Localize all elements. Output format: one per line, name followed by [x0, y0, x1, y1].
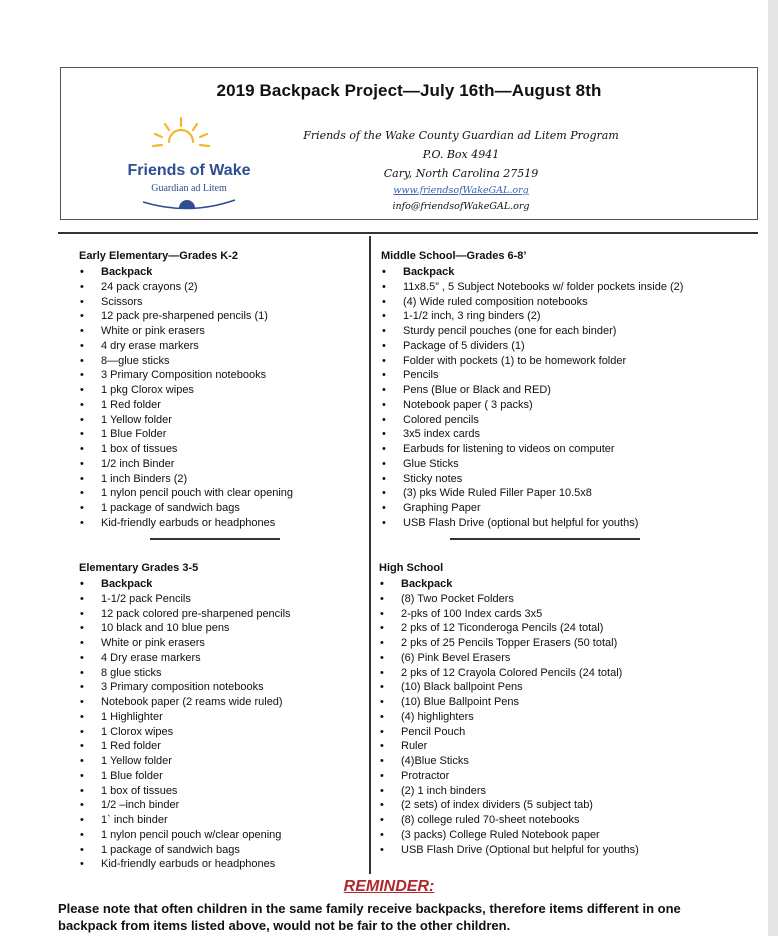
- list-item: • Ruler: [379, 739, 639, 754]
- section-high-school: [379, 561, 639, 857]
- list-item: • Kid-friendly earbuds or headphones: [79, 857, 291, 872]
- list-item: • (2 sets) of index dividers (5 subject tab): [379, 798, 639, 813]
- list-item: • 1/2 –inch binder: [79, 798, 291, 813]
- reminder-note: Please note that often children in the same family receive backpacks, therefore items different in one backpack from items listed above, would not be fair to the other children.: [58, 901, 681, 933]
- list-item: • Notebook paper ( 3 packs): [381, 398, 683, 413]
- logo-subtitle: Guardian ad Litem: [151, 183, 227, 194]
- list-item: • 1 package of sandwich bags: [79, 501, 293, 516]
- list-item: • 2-pks of 100 Index cards 3x5: [379, 607, 639, 622]
- list-item: • 1 Red folder: [79, 739, 291, 754]
- list-item: • (6) Pink Bevel Erasers: [379, 651, 639, 666]
- list-item: • 12 pack colored pre-sharpened pencils: [79, 607, 291, 622]
- list-item: • 11x8.5” , 5 Subject Notebooks w/ folder pockets inside (2): [381, 280, 683, 295]
- list-item: • Backpack: [381, 265, 683, 280]
- list-item: • Backpack: [79, 577, 291, 592]
- list-item: • 1` inch binder: [79, 813, 291, 828]
- org-email[interactable]: info@friendsofWakeGAL.org: [392, 201, 530, 212]
- list-item: • 1 Blue Folder: [79, 427, 293, 442]
- list-item: • 1 box of tissues: [79, 442, 293, 457]
- list-item: • 8 glue sticks: [79, 666, 291, 681]
- list-item: • Notebook paper (2 reams wide ruled): [79, 695, 291, 710]
- list-item: • (8) Two Pocket Folders: [379, 592, 639, 607]
- list-item: • (4)Blue Sticks: [379, 754, 639, 769]
- page-title: 2019 Backpack Project—July 16th—August 8th: [216, 81, 602, 100]
- list-item: • 10 black and 10 blue pens: [79, 621, 291, 636]
- supply-list: [79, 265, 293, 531]
- list-item: • 8—glue sticks: [79, 354, 293, 369]
- list-item: • Kid-friendly earbuds or headphones: [79, 516, 293, 531]
- list-item: • Pens (Blue or Black and RED): [381, 383, 683, 398]
- list-item: • Earbuds for listening to videos on computer: [381, 442, 683, 457]
- section-heading: Early Elementary—Grades K-2: [79, 250, 238, 262]
- list-item: • 1 Clorox wipes: [79, 725, 291, 740]
- list-item: • 2 pks of 12 Ticonderoga Pencils (24 total): [379, 621, 639, 636]
- list-item: • Backpack: [379, 577, 639, 592]
- list-item: • Sticky notes: [381, 472, 683, 487]
- section-heading: High School: [379, 562, 444, 574]
- list-item: • Protractor: [379, 769, 639, 784]
- list-item: • 3x5 index cards: [381, 427, 683, 442]
- org-address: [291, 126, 631, 215]
- header-box: [60, 67, 758, 220]
- list-item: • USB Flash Drive (optional but helpful for youths): [381, 516, 683, 531]
- list-item: • Colored pencils: [381, 413, 683, 428]
- list-item: • Glue Sticks: [381, 457, 683, 472]
- list-item: • 1 Highlighter: [79, 710, 291, 725]
- list-item: • 12 pack pre-sharpened pencils (1): [79, 309, 293, 324]
- list-item: • White or pink erasers: [79, 636, 291, 651]
- list-item: • (3) pks Wide Ruled Filler Paper 10.5x8: [381, 486, 683, 501]
- friends-of-wake-logo: [99, 114, 279, 214]
- list-item: • 1-1/2 pack Pencils: [79, 592, 291, 607]
- list-item: • 1 inch Binders (2): [79, 472, 293, 487]
- list-item: • Pencil Pouch: [379, 725, 639, 740]
- list-item: • 1 Blue folder: [79, 769, 291, 784]
- list-item: • 24 pack crayons (2): [79, 280, 293, 295]
- org-name: Friends of the Wake County Guardian ad Litem Program: [303, 129, 619, 142]
- section-middle-school: [381, 249, 683, 531]
- reminder-heading: REMINDER:: [343, 878, 435, 895]
- list-item: • 2 pks of 25 Pencils Topper Erasers (50 total): [379, 636, 639, 651]
- list-item: • 2 pks of 12 Crayola Colored Pencils (24 total): [379, 666, 639, 681]
- list-item: • 1-1/2 inch, 3 ring binders (2): [381, 309, 683, 324]
- supply-list: [379, 577, 639, 857]
- page-edge: [768, 0, 778, 936]
- list-item: • 1 pkg Clorox wipes: [79, 383, 293, 398]
- section-heading: Middle School—Grades 6-8’: [381, 250, 527, 262]
- list-item: • (4) Wide ruled composition notebooks: [381, 295, 683, 310]
- supply-list: [381, 265, 683, 531]
- logo-name: Friends of Wake: [127, 162, 251, 179]
- list-item: • 1 nylon pencil pouch with clear opening: [79, 486, 293, 501]
- list-item: • 4 Dry erase markers: [79, 651, 291, 666]
- list-item: • 1 box of tissues: [79, 784, 291, 799]
- list-item: • Package of 5 dividers (1): [381, 339, 683, 354]
- section-divider: [150, 538, 280, 540]
- supply-list: [79, 577, 291, 872]
- list-item: • 3 Primary composition notebooks: [79, 680, 291, 695]
- list-item: • (10) Black ballpoint Pens: [379, 680, 639, 695]
- list-item: • (8) college ruled 70-sheet notebooks: [379, 813, 639, 828]
- column-divider: [369, 236, 371, 874]
- org-po-box: P.O. Box 4941: [422, 148, 500, 161]
- list-item: • 3 Primary Composition notebooks: [79, 368, 293, 383]
- list-item: • Backpack: [79, 265, 293, 280]
- list-item: • 1 Yellow folder: [79, 413, 293, 428]
- section-divider: [450, 538, 640, 540]
- list-item: • Scissors: [79, 295, 293, 310]
- section-elementary: [79, 561, 291, 872]
- section-heading: Elementary Grades 3-5: [79, 562, 199, 574]
- list-item: • Sturdy pencil pouches (one for each binder): [381, 324, 683, 339]
- list-item: • White or pink erasers: [79, 324, 293, 339]
- list-item: • 1 package of sandwich bags: [79, 843, 291, 858]
- divider-top: [58, 232, 758, 234]
- list-item: • 1 Yellow folder: [79, 754, 291, 769]
- org-website-link[interactable]: www.friendsofWakeGAL.org: [393, 185, 529, 196]
- list-item: • 1 Red folder: [79, 398, 293, 413]
- list-item: • Folder with pockets (1) to be homework folder: [381, 354, 683, 369]
- list-item: • 1/2 inch Binder: [79, 457, 293, 472]
- list-item: • 4 dry erase markers: [79, 339, 293, 354]
- section-early-elementary: [79, 249, 293, 531]
- list-item: • Graphing Paper: [381, 501, 683, 516]
- list-item: • USB Flash Drive (Optional but helpful for youths): [379, 843, 639, 858]
- list-item: • 1 nylon pencil pouch w/clear opening: [79, 828, 291, 843]
- org-city: Cary, North Carolina 27519: [383, 167, 539, 180]
- list-item: • Pencils: [381, 368, 683, 383]
- list-item: • (2) 1 inch binders: [379, 784, 639, 799]
- list-item: • (4) highlighters: [379, 710, 639, 725]
- list-item: • (3 packs) College Ruled Notebook paper: [379, 828, 639, 843]
- list-item: • (10) Blue Ballpoint Pens: [379, 695, 639, 710]
